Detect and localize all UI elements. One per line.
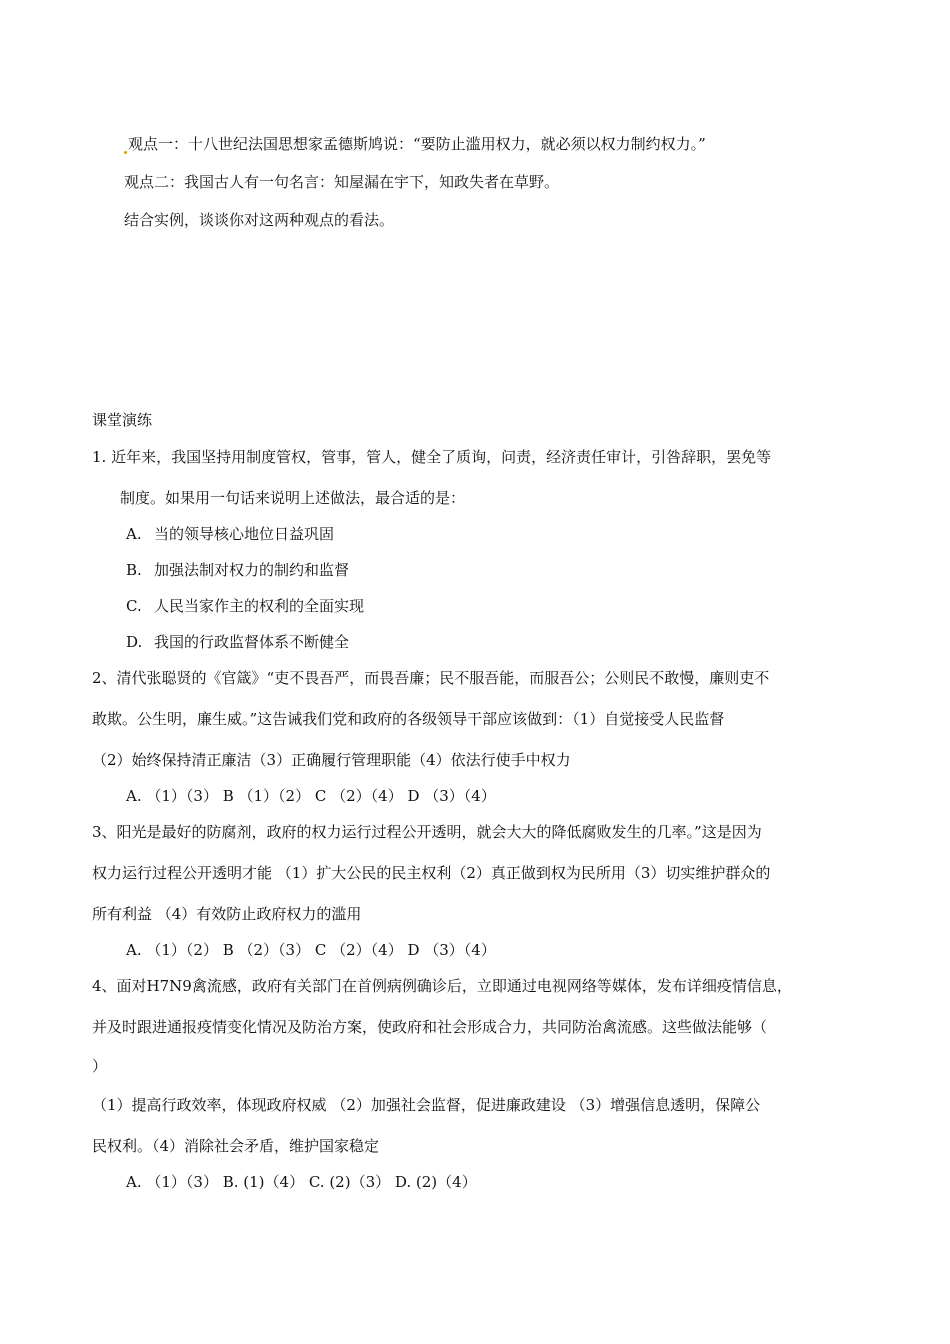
q2-options: A. （1）（3） B （1）（2） C （2）（4） D （3）（4）	[126, 787, 496, 805]
q4-options: A. （1）（3） B. (1)（4） C. (2)（3） D. (2)（4）	[126, 1173, 477, 1191]
q3-options: A. （1）（2） B （2）（3） C （2）（4） D （3）（4）	[126, 941, 496, 959]
q2-line3: （2）始终保持清正廉洁（3）正确履行管理职能（4）依法行使手中权力	[92, 751, 571, 769]
q2-line2: 敢欺。公生明，廉生威。”这告诫我们党和政府的各级领导干部应该做到：（1）自觉接受人民监督	[92, 710, 725, 728]
q1-option-a: A. 当的领导核心地位日益巩固	[126, 525, 335, 543]
q1-option-d: D. 我国的行政监督体系不断健全	[126, 633, 350, 651]
q4-line5: 民权利。（4）消除社会矛盾，维护国家稳定	[92, 1137, 380, 1155]
q3-line3: 所有利益 （4）有效防止政府权力的滥用	[92, 905, 362, 923]
q2-line1: 2、清代张聪贤的《官箴》“吏不畏吾严，而畏吾廉；民不服吾能，而服吾公；公则民不敢慢，廉则吏不	[92, 669, 770, 687]
q3-line1: 3、阳光是最好的防腐剂，政府的权力运行过程公开透明，就会大大的降低腐败发生的几率。”这是因为	[92, 823, 762, 841]
q1-line2: 制度。如果用一句话来说明上述做法，最合适的是：	[120, 489, 466, 507]
section-title: 课堂演练	[92, 411, 153, 429]
q4-line3: ）	[92, 1057, 108, 1075]
viewpoint-one: 观点一：十八世纪法国思想家孟德斯鸠说：“要防止滥用权力，就必须以权力制约权力。”	[124, 134, 706, 154]
viewpoint-two: 观点二：我国古人有一句名言：知屋漏在宇下，知政失者在草野。	[124, 173, 560, 191]
q4-line4: （1）提高行政效率，体现政府权威 （2）加强社会监督，促进廉政建设 （3）增强信息透明，保障公	[92, 1096, 761, 1114]
edit-mark	[124, 151, 127, 154]
q1-option-b: B. 加强法制对权力的制约和监督	[126, 561, 350, 579]
discussion-prompt: 结合实例，谈谈你对这两种观点的看法。	[124, 211, 395, 229]
q4-line2: 并及时跟进通报疫情变化情况及防治方案，使政府和社会形成合力，共同防治禽流感。这些做法能够（	[92, 1018, 768, 1036]
q1-option-c: C. 人民当家作主的权利的全面实现	[126, 597, 365, 615]
q3-line2: 权力运行过程公开透明才能 （1）扩大公民的民主权利（2）真正做到权为民所用（3）切实维护群众的	[92, 864, 771, 882]
q4-line1: 4、面对H7N9禽流感，政府有关部门在首例病例确诊后，立即通过电视网络等媒体，发布详细疫情信息，	[92, 977, 792, 995]
q1-line1: 1. 近年来，我国坚持用制度管权，管事，管人，健全了质询，问责，经济责任审计，引咎辞职，罢免等	[92, 448, 772, 466]
